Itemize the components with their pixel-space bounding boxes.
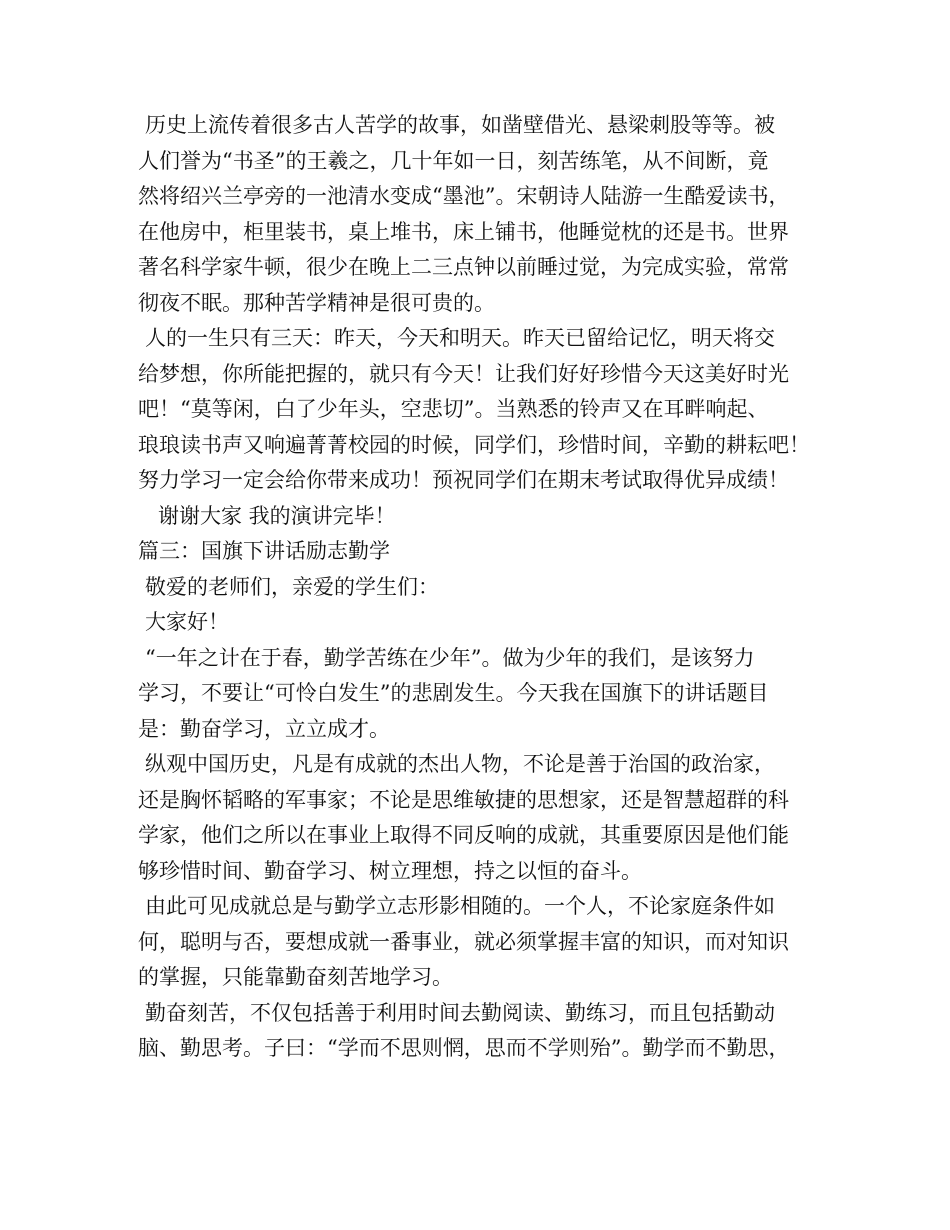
text-line: 的掌握，只能靠勤奋刻苦地学习。 <box>138 965 453 989</box>
text-line: 人们誉为“书圣”的王羲之，几十年如一日，刻苦练笔，从不间断，竟 <box>138 148 769 173</box>
text-line: 脑、勤思考。子曰：“学而不思则惘，思而不学则殆”。勤学而不勤思， <box>138 1036 790 1060</box>
text-line: 给梦想，你所能把握的，就只有今天！让我们好好珍惜今天这美好时光 <box>138 361 789 386</box>
text-line: 纵观中国历史，凡是有成就的杰出人物，不论是善于治国的政治家， <box>145 752 775 776</box>
text-line: 还是胸怀韬略的军事家；不论是思维敏捷的思想家，还是智慧超群的科 <box>138 787 789 812</box>
text-line: 是：勤奋学习，立立成才。 <box>138 716 390 741</box>
text-line: 勤奋刻苦，不仅包括善于利用时间去勤阅读、勤练习，而且包括勤动 <box>145 1000 775 1025</box>
text-line: 何，聪明与否，要想成就一番事业，就必须掌握丰富的知识，而对知识 <box>138 929 789 954</box>
text-line: 彻夜不眠。那种苦学精神是很可贵的。 <box>138 290 495 315</box>
text-line: 琅琅读书声又响遍菁菁校园的时候，同学们，珍惜时间，辛勤的耕耘吧！ <box>138 432 810 457</box>
text-line: 谢谢大家 我的演讲完毕！ <box>158 503 396 528</box>
text-line: 人的一生只有三天：昨天，今天和明天。昨天已留给记忆，明天将交 <box>145 326 775 350</box>
text-line: 历史上流传着很多古人苦学的故事，如凿壁借光、悬梁刺股等等。被 <box>145 113 775 137</box>
text-line: 在他房中，柜里装书，桌上堆书，床上铺书，他睡觉枕的还是书。世界 <box>138 219 789 244</box>
text-line: 篇三：国旗下讲话励志勤学 <box>138 539 390 563</box>
text-line: 吧！“莫等闲，白了少年头，空悲切”。当熟悉的铃声又在耳畔响起、 <box>138 397 769 421</box>
text-line: “一年之计在于春，勤学苦练在少年”。做为少年的我们，是该努力 <box>145 645 755 670</box>
text-line: 学家，他们之所以在事业上取得不同反响的成就，其重要原因是他们能 <box>138 823 789 847</box>
text-line: 敬爱的老师们，亲爱的学生们： <box>145 574 439 599</box>
text-line: 由此可见成就总是与勤学立志形影相随的。一个人，不论家庭条件如 <box>145 894 775 918</box>
text-line: 然将绍兴兰亭旁的一池清水变成“墨池”。宋朝诗人陆游一生酷爱读书， <box>138 184 790 208</box>
text-line: 学习，不要让“可怜白发生”的悲剧发生。今天我在国旗下的讲话题目 <box>138 681 769 705</box>
text-line: 大家好！ <box>145 610 229 634</box>
text-line: 努力学习一定会给你带来成功！预祝同学们在期末考试取得优异成绩！ <box>138 468 789 492</box>
text-line: 著名科学家牛顿，很少在晚上二三点钟以前睡过觉，为完成实验，常常 <box>138 255 789 279</box>
text-line: 够珍惜时间、勤奋学习、树立理想，持之以恒的奋斗。 <box>138 858 642 883</box>
document-body <box>138 108 838 1067</box>
